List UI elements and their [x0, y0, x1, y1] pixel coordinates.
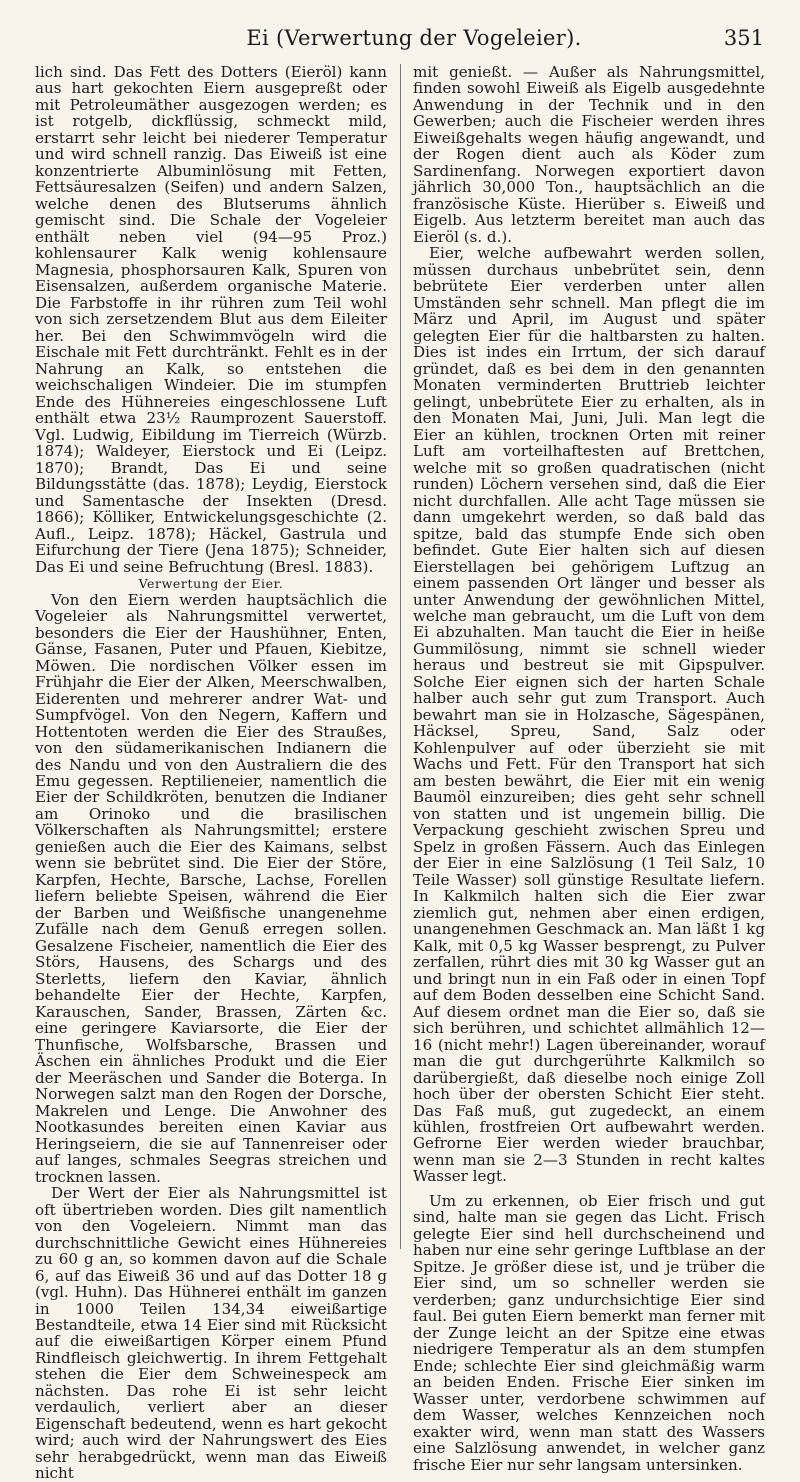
left-paragraph-2: Von den Eiern werden hauptsächlich die Vogeleier als Nahrungsmittel verwertet, besonders die Eier der Haushühner, Enten, Gänse, Fasanen, Puter und Pfauen, Kiebitze, Möwen. Die nordischen Völker essen im Frühjahr die Eier der Alken, Meerschwalben, Eiderenten und mehrerer andrer Wat- und Sumpfvögel. Von den Negern, Kaffern und Hottentoten werden die Eier des Straußes, von den südamerikanischen Indianern die des Nandu und von den Australiern die des Emu gegessen. Reptilieneier, namentlich die Eier der Schildkröten, benutzen die Indianer am Orinoko und die brasilischen Völkerschaften als Nahrungsmittel; erstere genießen auch die Eier des Kaimans, selbst wenn sie bebrütet sind. Die Eier der Störe, Karpfen, Hechte, Barsche, Lachse, Forellen liefern beliebte Speisen, während die Eier der Barben und Weißfische unangenehme Zufälle nach dem Genuß erregen sollen. Gesalzene Fischeier, namentlich die Eier des Störs, Hausens, des Schargs und des Sterletts, liefern den Kaviar, ähnlich behandelte Eier der Hechte, Karpfen, Karauschen, Sander, Brassen, Zärten &c. eine geringere Kaviarsorte, die Eier der Thunfische, Wolfsbarsche, Brassen und Äschen ein ähnliches Produkt und die Eier der Meeräschen und Sander die Boterga. In Norwegen salzt man den Rogen der Dorsche, Makrelen und Lenge. Die Anwohner des Nootkasundes bereiten einen Kaviar aus Heringseiern, die sie auf Tannenreiser oder auf langes, schmales Seegras streichen und trocknen lassen.: [35, 590, 387, 1186]
page-number: 351: [723, 26, 764, 50]
header-title: Ei (Verwertung der Vogeleier).: [246, 26, 582, 50]
left-paragraph-1: lich sind. Das Fett des Dotters (Eieröl) kann aus hart gekochten Eiern ausgepreßt oder mit Petroleumäther ausgezogen werden; es ist rotgelb, dickflüssig, schmeckt mild, erstarrt sehr leicht bei niederer Temperatur und wird schnell ranzig. Das Eiweiß ist eine konzentrierte Albuminlösung mit Fetten, Fettsäuresalzen (Seifen) und andern Salzen, welche denen des Blutserums ähnlich gemischt sind. Die Schale der Vogeleier enthält neben viel (94—95 Proz.) kohlensaurer Kalk wenig kohlensaure Magnesia, phosphorsauren Kalk, Spuren von Eisensalzen, außerdem organische Materie. Die Farbstoffe in ihr rühren zum Teil wohl von sich zersetzendem Blut aus dem Eileiter her. Bei den Schwimmvögeln wird die Eischale mit Fett durchtränkt. Fehlt es in der Nahrung an Kalk, so entstehen die weichschaligen Windeier. Die im stumpfen Ende des Hühnereies eingeschlossene Luft enthält etwa 23½ Raumprozent Sauerstoff. Vgl. Ludwig, Eibildung im Tierreich (Würzb. 1874); Waldeyer, Eierstock und Ei (Leipz. 1870); Brandt, Das Ei und seine Bildungsstätte (das. 1878); Leydig, Eierstock und Samentasche der Insekten (Dresd. 1866); Kölliker, Entwickelungsgeschichte (2. Aufl., Leipz. 1878); Häckel, Gastrula und Eifurchung der Tiere (Jena 1875); Schneider, Das Ei und seine Befruchtung (Bresl. 1883).: [35, 63, 387, 576]
right-paragraph-2: Eier, welche aufbewahrt werden sollen, müssen durchaus unbebrütet sein, denn bebrütete Eier verderben unter allen Umständen sehr schnell. Man pflegt die im März und April, im August und später gelegten Eier für die haltbarsten zu halten. Dies ist indes ein Irrtum, der sich darauf gründet, daß es bei dem in den genannten Monaten verminderten Bruttrieb leichter gelingt, unbebrütete Eier zu erhalten, als in den Monaten Mai, Juni, Juli. Man legt die Eier an kühlen, trocknen Orten mit reiner Luft am vorteilhaftesten auf Brettchen, welche mit so großen quadratischen (nicht runden) Löchern versehen sind, daß die Eier nicht durchfallen. Alle acht Tage müssen sie dann umgekehrt werden, so daß bald das spitze, bald das stumpfe Ende sich oben befindet. Gute Eier halten sich auf diesen Eierstellagen bei gehörigem Luftzug an einem passenden Ort länger und besser als unter Anwendung der gewöhnlichen Mittel, welche man gebraucht, um die Luft von dem Ei abzuhalten. Man taucht die Eier in heiße Gummilösung, nimmt sie schnell wieder heraus und bestreut sie mit Gipspulver. Solche Eier eignen sich der harten Schale halber auch sehr gut zum Transport. Auch bewahrt man sie in Holzasche, Sägespänen, Häcksel, Spreu, Sand, Salz oder Kohlenpulver auf oder überzieht sie mit Wachs und Fett. Für den Transport hat sich am besten bewährt, die Eier mit ein wenig Baumöl einzureiben; dies geht sehr schnell von statten und ist ungemein billig. Die Verpackung geschieht zwischen Spreu und Spelz in großen Fässern. Auch das Einlegen der Eier in eine Salzlösung (1 Teil Salz, 10 Teile Wasser) soll günstige Resultate liefern. In Kalkmilch halten sich die Eier zwar ziemlich gut, nehmen aber einen erdigen, unangenehmen Geschmack an. Man läßt 1 kg Kalk, mit 0,5 kg Wasser besprengt, zu Pulver zerfallen, rührt dies mit 30 kg Wasser gut an und bringt nun in ein Faß oder in einen Topf auf dem Boden desselben eine Schicht Sand. Auf diesem ordnet man die Eier so, daß sie sich berühren, und schichtet allmählich 12—16 (nicht mehr!) Lagen übereinander, worauf man die gut durchgerührte Kalkmilch so darübergießt, daß dieselbe noch einige Zoll hoch über der obersten Schicht Eier steht. Das Faß muß, gut zugedeckt, an einem kühlen, frostfreien Ort aufbewahrt werden. Gefrorne Eier werden wieder brauchbar, wenn man sie 2—3 Stunden in recht kaltes Wasser legt.: [413, 244, 765, 1186]
left-column: [35, 64, 387, 1482]
left-paragraph-3: Der Wert der Eier als Nahrungsmittel ist oft übertrieben worden. Dies gilt namentlich von den Vogeleiern. Nimmt man das durchschnittliche Gewicht eines Hühnereies zu 60 g an, so kommen davon auf die Schale 6, auf das Eiweiß 36 und auf das Dotter 18 g (vgl. Huhn). Das Hühnerei enthält im ganzen in 1000 Teilen 134,34 eiweißartige Bestandteile, etwa 14 Eier sind mit Rücksicht auf die eiweißartigen Körper einem Pfund Rindfleisch gleichwertig. In ihrem Fettgehalt stehen die Eier dem Schweinespeck am nächsten. Das rohe Ei ist sehr leicht verdaulich, verliert aber an dieser Eigenschaft bedeutend, wenn es hart gekocht wird; auch wird der Nahrungswert des Eies sehr herabgedrückt, wenn man das Eiweiß nicht: [35, 1184, 387, 1482]
right-paragraph-3: Um zu erkennen, ob Eier frisch und gut sind, halte man sie gegen das Licht. Frisch gelegte Eier sind hell durchscheinend und haben nur eine sehr geringe Luftblase an der Spitze. Je größer diese ist, und je trüber die Eier sind, um so schneller werden sie verderben; ganz undurchsichtige Eier sind faul. Bei guten Eiern bemerkt man ferner mit der Zunge leicht an der Spitze eine etwas niedrigere Temperatur als an dem stumpfen Ende; schlechte Eier sind gleichmäßig warm an beiden Enden. Frische Eier sinken im Wasser unter, verdorbene schwimmen auf dem Wasser, welches Kennzeichen noch exakter wird, wenn man statt des Wassers eine Salzlösung anwendet, in welcher ganz frische Eier nur sehr langsam untersinken.: [413, 1191, 765, 1474]
right-paragraph-1: mit genießt. — Außer als Nahrungsmittel, finden sowohl Eiweiß als Eigelb ausgedehnte Anwendung in der Technik und in den Gewerben; auch die Fischeier werden ihres Eiweißgehalts wegen häufig angewandt, und der Rogen dient auch als Köder zum Sardinenfang. Norwegen exportiert davon jährlich 30,000 Ton., hauptsächlich an die französische Küste. Hierüber s. Eiweiß und Eigelb. Aus letzterm bereitet man auch das Eieröl (s. d.).: [413, 63, 765, 246]
column-divider: [400, 64, 401, 1249]
right-column: [413, 64, 765, 1473]
running-header: [64, 26, 764, 56]
section-heading: Verwertung der Eier.: [138, 576, 284, 592]
